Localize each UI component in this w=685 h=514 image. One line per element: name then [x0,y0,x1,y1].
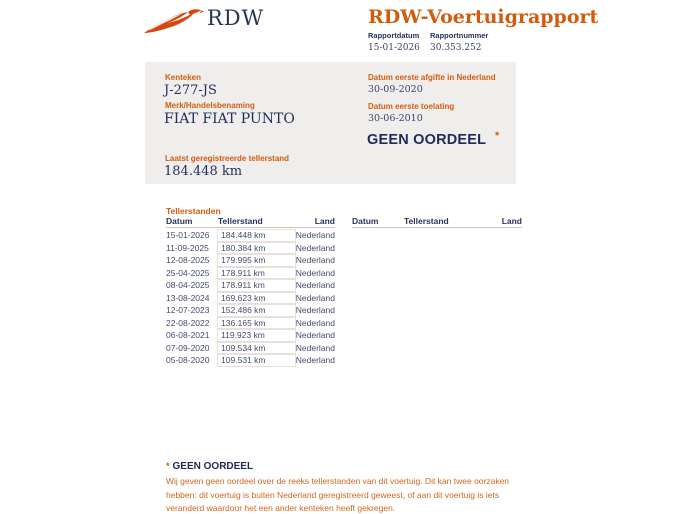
table-row [166,229,335,242]
tellerstanden-title: Tellerstanden [166,206,221,216]
row-tellerstand: 184.448 km [217,229,296,242]
row-land: Nederland [295,330,335,341]
row-land: Nederland [295,355,335,366]
footnote-title [166,461,253,472]
row-tellerstand: 119.923 km [217,329,296,342]
eerste-toelating-label: Datum eerste toelating [368,102,455,111]
oordeel-footnote-marker: * [495,130,500,142]
row-tellerstand: 109.534 km [217,342,296,355]
tellerstanden-rows [166,229,335,367]
vehicle-summary-panel [145,62,516,184]
row-land: Nederland [295,267,335,278]
row-datum: 06-08-2021 [166,330,210,341]
laatste-tellerstand-label: Laatst geregistreerde tellerstand [165,154,290,163]
eerste-afgifte-value: 30-09-2020 [368,84,423,95]
report-number-label: Rapportnummer [430,31,489,40]
col-header-land: Land [501,216,522,226]
row-datum: 12-08-2025 [166,255,210,266]
row-tellerstand: 136.165 km [217,317,296,330]
col-header-datum: Datum [352,216,379,226]
row-land: Nederland [295,292,335,303]
table-row [166,317,335,330]
kenteken-value: J-277-JS [164,83,217,98]
report-date-value: 15-01-2026 [368,43,420,53]
laatste-tellerstand-value: 184.448 km [164,164,243,179]
table-header-group-2 [352,216,522,226]
table-header-rule [166,227,335,228]
footnote-marker: * [166,461,170,471]
footnote-title-text: GEEN OORDEEL [172,461,254,472]
table-header-rule [352,227,522,228]
row-datum: 15-01-2026 [166,230,210,241]
report-number-field [430,31,488,53]
col-header-tellerstand: Tellerstand [218,216,263,226]
table-row [166,354,335,367]
merk-label: Merk/Handelsbenaming [165,101,255,110]
row-tellerstand: 179.995 km [217,254,296,267]
oordeel-status: GEEN OORDEEL [367,132,487,148]
report-date-field [368,31,420,53]
row-land: Nederland [295,230,335,241]
kenteken-label: Kenteken [165,73,202,82]
rdw-logo-text: RDW [207,6,265,30]
table-row [166,329,335,342]
row-land: Nederland [295,255,335,266]
row-land: Nederland [295,342,335,353]
row-datum: 05-08-2020 [166,355,210,366]
row-land: Nederland [295,280,335,291]
row-land: Nederland [295,317,335,328]
table-row [166,254,335,267]
report-number-value: 30.353.252 [430,43,482,53]
row-tellerstand: 109.531 km [217,354,296,367]
eerste-toelating-value: 30-06-2010 [368,113,423,124]
report-date-label: Rapportdatum [368,31,420,40]
table-row [166,342,335,355]
eerste-afgifte-label: Datum eerste afgifte in Nederland [368,73,496,82]
rdw-eagle-logo-icon [142,5,206,39]
col-header-tellerstand: Tellerstand [404,216,449,226]
table-row [166,267,335,280]
row-datum: 07-09-2020 [166,342,210,353]
page-title: RDW-Voertuigrapport [368,6,599,28]
col-header-land: Land [314,216,335,226]
row-datum: 13-08-2024 [166,292,210,303]
table-row [166,279,335,292]
row-datum: 11-09-2025 [166,242,209,253]
row-tellerstand: 178.911 km [217,267,296,280]
row-datum: 22-08-2022 [166,317,210,328]
row-tellerstand: 180.384 km [217,242,296,255]
row-land: Nederland [295,305,335,316]
row-datum: 08-04-2025 [166,280,210,291]
table-row [166,292,335,305]
col-header-datum: Datum [166,216,193,226]
table-row [166,242,335,255]
row-land: Nederland [295,242,335,253]
table-row [166,304,335,317]
row-tellerstand: 152.486 km [217,304,296,317]
row-tellerstand: 178.911 km [217,279,296,292]
table-header-group-1 [166,216,335,226]
footnote-text: Wij geven geen oordeel over de reeks tellerstanden van dit voertuig. Dit kan twee oorzaken hebben: dit voertuig is buiten Nederland geregistreerd geweest, of aan dit voertuig is iets veranderd waardoor het een ander kenteken heeft gekregen. [166,476,510,513]
row-datum: 25-04-2025 [166,267,210,278]
merk-value: FIAT FIAT PUNTO [164,111,295,127]
row-tellerstand: 169.623 km [217,292,296,305]
row-datum: 12-07-2023 [166,305,210,316]
